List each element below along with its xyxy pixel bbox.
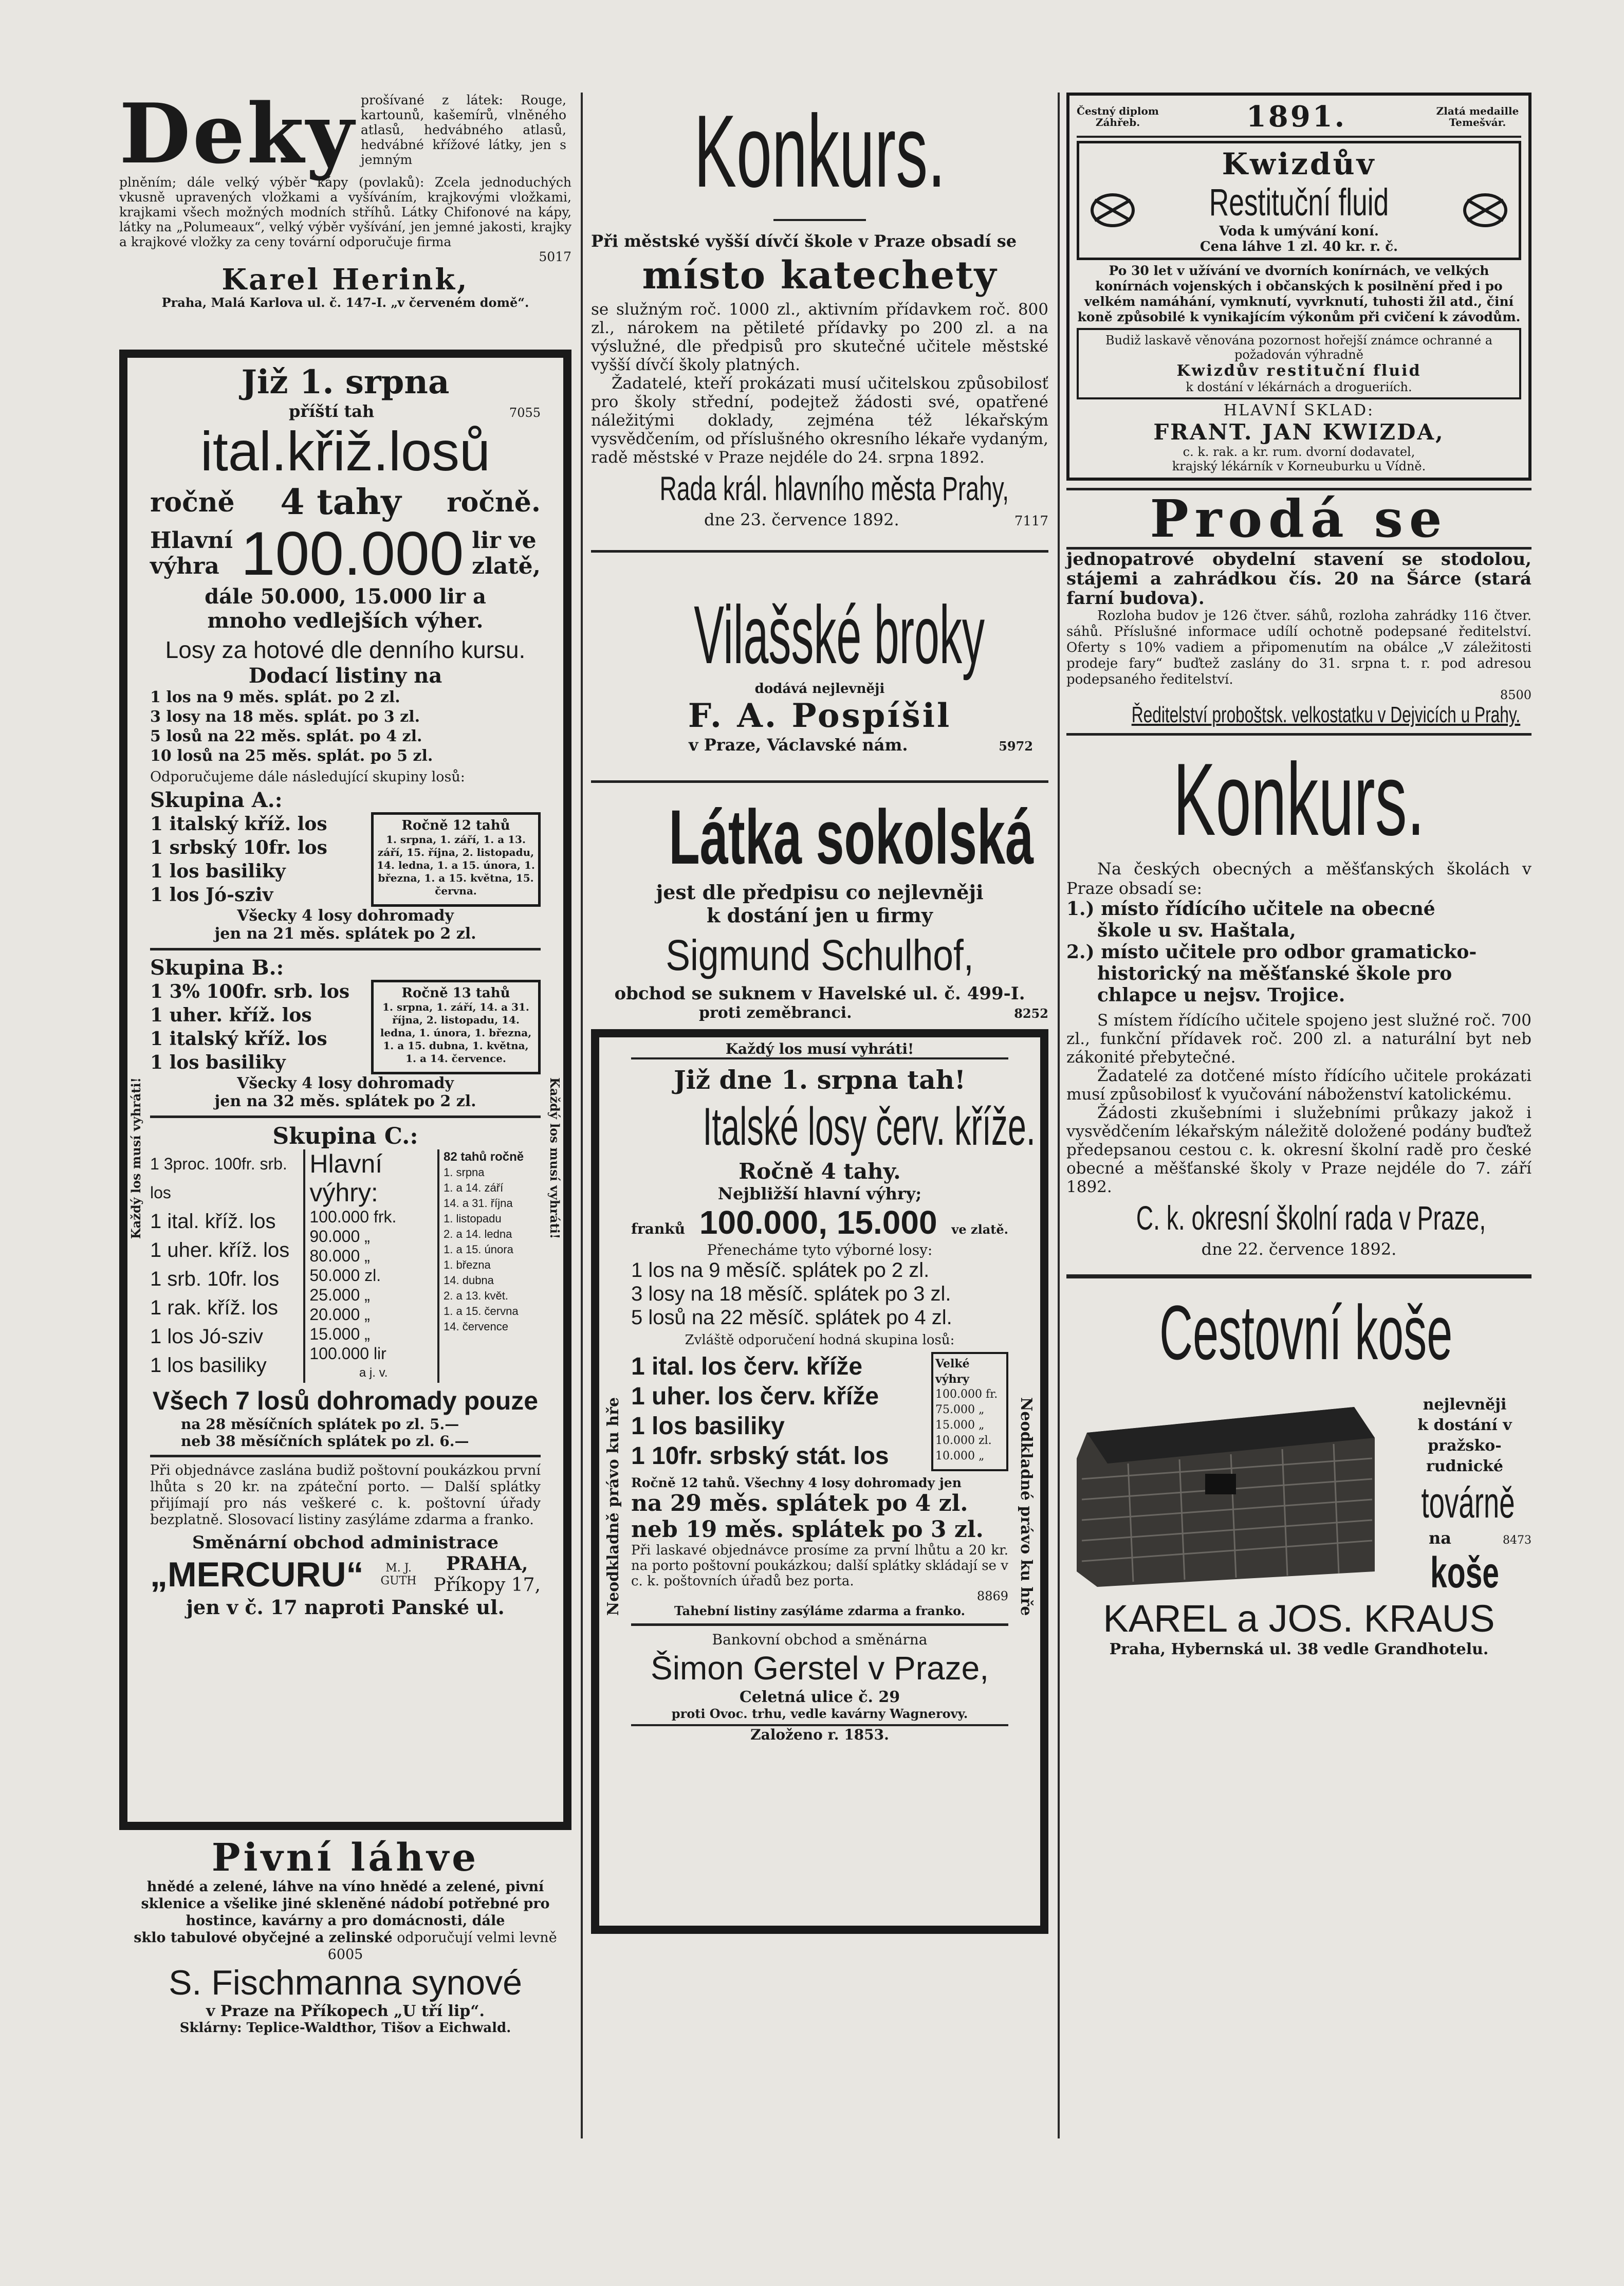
mercur-also-a: dále 50.000, 15.000 lir a [205,584,486,609]
pospisil-ad [591,558,1048,775]
kwizda-warn-a: Budiž laskavě věnována pozornost hořejší známce ochranné a požadován výhradně [1105,333,1493,362]
mercur-number: 7055 [509,406,541,420]
group-a-item-1: 1 italský kříž. los [150,813,327,835]
fischmann-body-c: odporučují velmi levně [397,1930,557,1946]
group-b-item-2: 1 uher. kříž. los [150,1004,312,1026]
kwizda-medal-right: Zlatá medaille Temešvár. [1436,105,1519,129]
gerstel-draws: Ročně 12 tahů. Všechny 4 losy dohromady jen [631,1475,962,1490]
group-a-box-title: Ročně 12 tahů [401,818,510,833]
gerstel-bank: Bankovní obchod a směnárna [712,1631,928,1648]
kraus-right-4: rudnické [1426,1457,1503,1475]
konkurs-school-body2: Žadatelé, kteří prokázati musí učitelskou způsobilosť pro školy střední, podejtež žádosti své, opatřené náležitými doklady, zejména též lékařským vysvědčením, od příslušného okresního lékaře vydaným, radě městské v Praze nejdéle do 24. srpna 1892. [591,374,1048,467]
group-c-draw-2: 1. a 14. září [444,1181,504,1194]
mercur-prize-b: výhra [150,553,219,579]
gerstel-offer-3: 5 losů na 22 měsíč. splátek po 4 zl. [631,1306,952,1329]
gerstel-lists: Tahební listiny zasýláme zdarma a franko. [674,1603,965,1618]
gerstel-side-left: Neodkladně právo ku hře [604,1397,622,1616]
kwizda-price: Cena láhve 1 zl. 40 kr. r. č. [1199,239,1398,254]
konkurs-teachers-item2-c: chlapce u nejsv. Trojice. [1097,984,1345,1006]
deky-intro: prošívané z látek: Rouge, kartounů, kašemírů, vlněného atlasů, hedvábného atlasů, hedvábné křížové látky, jen s jemným [361,93,566,167]
gerstel-head: Již dne 1. srpna tah! [674,1065,966,1095]
kraus-address: Praha, Hybernská ul. 38 vedle Grandhotelu. [1109,1640,1489,1658]
kwizda-owner: FRANT. JAN KWIZDA, [1153,419,1445,445]
gerstel-prize-box-4: 10.000 zl. [935,1434,992,1447]
gerstel-prize-box-3: 15.000 „ [935,1419,985,1432]
konkurs-school-signer: Rada král. hlavního města Prahy, [659,469,1009,507]
deky-number: 5017 [539,249,571,264]
group-b-all-a: Všecky 4 losy dohromady [237,1074,454,1092]
schulhof-address-b: proti zeměbranci. [699,1004,852,1022]
group-a-all-b: jen na 21 měs. splátek po 2 zl. [214,925,476,943]
group-c-prize-8: 100.000 lir [309,1344,386,1363]
konkurs-teachers-body3: Žádosti zkušebními i služebními průkazy jakož i vysvědčením lékařským náležitě doložené podány buďtež předepsanou cestou c. k. okresní školní radě pro české obecné a měšťanské školy v Praze nejdéle do 7. září 1892. [1066,1104,1531,1196]
gerstel-prize-box-5: 10.000 „ [935,1450,985,1462]
group-c-draw-7: 1. března [444,1258,491,1271]
mercur-side-right: Každý los musí vyhráti! [547,1077,562,1239]
mercur-recommend: Odporučujeme dále následující skupiny losů: [150,769,465,785]
group-c-prize-7: 15.000 „ [309,1325,370,1343]
column-divider-left [581,93,583,2138]
kwizda-product: Restituční fluid [1209,181,1389,224]
kraus-kose: koše [1430,1548,1500,1597]
gerstel-prize-a: franků [631,1220,686,1237]
group-c-draw-1: 1. srpna [444,1166,485,1179]
konkurs-school-intro: Při městské vyšší dívčí škole v Praze obsadí se [591,231,1017,251]
group-c-draw-11: 14. července [444,1320,508,1333]
left-column [119,85,571,2036]
fischmann-address: v Praze na Příkopech „U tří lip“. [206,2002,485,2020]
mercur-offer-2: 3 losy na 18 měs. splát. po 3 zl. [150,708,420,726]
pospisil-sub: dodává nejlevněji [754,681,885,697]
group-c-prize-4: 50.000 zl. [309,1266,381,1285]
konkurs-teachers-date: dne 22. července 1892. [1201,1239,1397,1259]
sarka-number: 8500 [1500,688,1531,702]
pospisil-number: 5972 [999,739,1033,754]
kwizda-warn-b: Kwizdův restituční fluid [1176,362,1422,380]
mercur-offer-4: 10 losů na 25 měs. splát. po 5 zl. [150,747,433,765]
fischmann-factories: Sklárny: Teplice-Waldthor, Tišov a Eichwald. [179,2020,511,2036]
gerstel-title: Italské losy červ. kříže. [703,1097,1036,1157]
mercur-also-b: mnoho vedlejších výher. [207,609,484,633]
group-c-draw-5: 2. a 14. ledna [444,1228,512,1240]
mercur-office: Směnární obchod administrace [192,1532,499,1553]
mercur-prize-a: Hlavní [150,527,233,554]
fischmann-body-b: sklo tabulové obyčejné a zelinské [134,1930,393,1946]
fischmann-ad [119,1837,571,2036]
gerstel-prize-box-2: 75.000 „ [935,1403,985,1416]
kraus-na: na [1429,1528,1451,1548]
group-c-prize-foot: a j. v. [359,1366,388,1380]
travel-basket-image [1066,1376,1385,1597]
group-c-draw-6: 1. a 15. února [444,1243,513,1256]
sarka-lead: jednopatrové obydelní stavení se stodolou, stájemi a zahrádkou čís. 20 na Šárce (stará farní budova). [1066,549,1531,609]
group-c-item-7: 1 los basiliky [150,1354,267,1377]
konkurs-teachers-item1-b: škole u sv. Haštala, [1097,920,1296,941]
kwizda-year: 1891. [1246,100,1347,134]
schulhof-number: 8252 [1014,1006,1048,1021]
group-c-draw-10: 1. a 15. června [444,1305,519,1318]
group-c-terms-a: na 28 měsíčních splátek po zl. 5.— [181,1416,459,1433]
gerstel-terms-a: na 29 měs. splátek po 4 zl. [631,1490,968,1516]
middle-column [591,93,1048,1934]
konkurs-teachers-ad [1066,741,1531,1259]
sarka-body: Rozloha budov je 126 čtver. sáhů, rozloha zahrádky 116 čtver. sáhů. Příslušné informace udílí ochotně podepsané ředitelství. Oferty s 10% vadiem a připomenutím na obálce „V záležitosti prodeje fary“ buďtež zaslány do 31. srpna t. r. pod adresou podepsaného ředitelství. [1066,608,1531,687]
kwizda-warn-c: k dostání v lékárnách a drogueriích. [1186,380,1412,394]
konkurs-school-date: dne 23. července 1892. [704,510,899,529]
gerstel-special: Zvláště odporučení hodná skupina losů: [685,1332,955,1348]
kwizda-brand: Kwizdův [1222,147,1376,181]
kraus-right-2: k dostání v [1417,1416,1512,1434]
gerstel-group-4: 1 10fr. srbský stát. los [631,1442,889,1470]
right-column [1066,93,1531,1658]
schulhof-address-a: obchod se suknem v Havelské ul. č. 499-I. [614,983,1025,1004]
gerstel-offer-head: Přenecháme tyto výborné losy: [707,1241,933,1258]
group-c-draw-9: 2. a 13. květ. [444,1289,508,1302]
group-c-item-5: 1 rak. kříž. los [150,1296,278,1319]
kraus-right-1: nejlevněji [1423,1396,1507,1414]
konkurs-school-post: místo katechety [642,253,998,298]
deky-body: plněním; dále velký výběr kápy (povlaků): Zcela jednoduchých vkusně upravených vložkami a vyšíváním, krajkovými vložkami, krajkami všech možných modních stříhů. Látky Chifonové na kápy, látky na „Polumeaux“, velký výběr vyšívání, jen jemné jakosti, krajky a krajkové vložky za ceny tovární odporučuje firma [119,175,571,249]
mercur-draw: příští tah [289,401,375,421]
mercur-prize-d: zlatě, [472,553,541,579]
kwizda-ad [1066,93,1531,481]
mercur-yearly-a: ročně [150,486,235,518]
schulhof-ad [591,788,1048,1022]
mercur-yearly-b: 4 tahy [280,482,401,523]
fischmann-heading: Pivní láhve [211,1836,479,1880]
kraus-right-3: pražsko- [1428,1437,1502,1455]
gerstel-founded: Založeno r. 1853. [631,1724,1008,1743]
schulhof-firm: Sigmund Schulhof, [666,931,974,979]
group-a-box-text: 1. srpna, 1. září, 1. a 13. září, 15. října, 2. listopadu, 14. ledna, 1. a 15. února, 1. března, 1. a 15. května, 15. června. [377,833,535,897]
schulhof-sub-a: jest dle předpisu co nejlevněji [656,881,984,904]
group-c-item-6: 1 los Jó-sziv [150,1325,264,1348]
group-a-item-4: 1 los Jó-sziv [150,884,273,906]
gerstel-yearly: Ročně 4 tahy. [739,1159,901,1184]
deky-ad [119,85,571,350]
pospisil-address: v Praze, Václavské nám. [689,735,908,755]
mercur-head: Již 1. srpna [241,363,450,401]
group-b-item-4: 1 los basiliky [150,1052,286,1073]
kwizda-title-a: c. k. rak. a kr. rum. dvorní dodavatel, [1183,445,1415,459]
gerstel-side-right: Neodkladné právo ku hře [1017,1397,1035,1616]
group-a-item-3: 1 los basiliky [150,861,286,882]
gerstel-ad [591,1029,1048,1934]
fischmann-number: 6005 [327,1947,363,1963]
group-c-draws-head: 82 tahů ročně [444,1150,524,1164]
group-c-draw-8: 14. dubna [444,1274,494,1287]
gerstel-nearest: Nejbližší hlavní výhry; [717,1184,922,1203]
gerstel-group-3: 1 los basiliky [631,1413,785,1440]
mercur-street: Příkopy 17, [433,1575,541,1596]
group-a-item-2: 1 srbský 10fr. los [150,837,327,858]
schulhof-sub-b: k dostání jen u firmy [707,904,933,927]
group-b-name: Skupina B.: [150,956,284,980]
group-a-all-a: Všecky 4 losy dohromady [237,907,454,925]
mercur-cash: Losy za hotové dle denního kursu. [165,636,526,663]
konkurs-teachers-body: S místem řídícího učitele spojeno jest služné roč. 700 zl., funkční přídavek roč. 200 zl. a naturální byt neb zákonité přebytečné. [1066,1011,1531,1067]
konkurs-school-body: se služným roč. 1000 zl., aktivním přídavkem roč. 800 zl., nárokem na pětileté přídavky po 200 zl. a na výslužné, dle předpisů pro skutečné učitele městské vyšší dívčí školy platných. [591,300,1048,374]
konkurs-school-number: 7117 [1014,514,1048,529]
gerstel-near: proti Ovoc. trhu, vedle kavárny Wagnerovy. [671,1706,968,1721]
konkurs-teachers-intro: Na českých obecných a měšťanských školách v Praze obsadí se: [1066,859,1531,898]
mercur-yearly-c: ročně. [447,486,541,518]
group-b-all-b: jen na 32 měs. splátek po 2 zl. [214,1092,476,1110]
gerstel-offer-1: 1 los na 9 měsíč. splátek po 2 zl. [631,1259,930,1282]
column-divider-right [1058,93,1060,2138]
konkurs-teachers-heading: Konkurs. [1173,742,1425,857]
group-c-item-3: 1 uher. kříž. los [150,1239,290,1261]
konkurs-teachers-item1-a: 1.) místo řídícího učitele na obecné [1066,898,1435,920]
group-b-box-title: Ročně 13 tahů [401,985,510,1001]
group-c-prize-2: 90.000 „ [309,1227,370,1246]
sarka-ad [1066,488,1531,728]
mercur-city: PRAHA, [446,1553,528,1575]
kraus-heading: Cestovní koše [1159,1289,1453,1376]
sarka-signer: Ředitelství proboštsk. velkostatku v Dejvicích u Prahy. [1131,702,1521,727]
group-c-item-2: 1 ital. kříž. los [150,1210,276,1233]
group-a-name: Skupina A.: [150,788,283,812]
gerstel-top: Každý los musí vyhráti! [631,1040,1008,1059]
mercur-title: ital.křiž.losů [200,420,491,482]
gerstel-prize-amounts: 100.000, 15.000 [699,1204,937,1241]
konkurs-teachers-item2-b: historický na měšťanské škole pro [1097,963,1452,984]
kraus-number: 8473 [1503,1534,1531,1547]
mercur-group-a [150,788,541,943]
gerstel-group-2: 1 uher. los červ. kříže [631,1383,879,1410]
kraus-firm: KAREL a JOS. KRAUS [1103,1597,1495,1640]
group-c-all: Všech 7 losů dohromady pouze [152,1386,539,1415]
fischmann-firm: S. Fischmanna synové [169,1963,522,2002]
mercur-group-c [150,1123,541,1450]
group-c-prize-1: 100.000 frk. [309,1208,397,1226]
group-b-box-text: 1. srpna, 1. září, 14. a 31. října, 2. listopadu, 14. ledna, 1. února, 1. března, 1. a 15. dubna, 1. května, 1. a 14. července. [380,1001,532,1065]
mercur-ad [119,350,571,1830]
group-c-draw-4: 1. listopadu [444,1212,502,1225]
group-c-terms-b: neb 38 měsíčních splátek po zl. 6.— [181,1433,469,1450]
group-c-prize-3: 80.000 „ [309,1247,370,1265]
mercur-owner: M. J. GUTH [380,1561,417,1587]
pospisil-firm: F. A. Pospíšil [688,697,952,735]
konkurs-school-heading: Konkurs. [694,94,946,209]
pospisil-heading: Vilašské broky [694,589,985,681]
group-c-draw-3: 14. a 31. října [444,1197,513,1210]
mercur-prize-c: lir ve [472,527,537,554]
group-c-item-1: 1 3proc. 100fr. srb. los [150,1155,287,1202]
gerstel-street: Celetná ulice č. 29 [739,1688,900,1706]
konkurs-teachers-signer: C. k. okresní školní rada v Praze, [1136,1199,1486,1237]
kwizda-use: Voda k umývání koní. [1219,224,1379,239]
schulhof-heading: Látka sokolská [669,794,1034,880]
gerstel-offer-2: 3 losy na 18 měsíč. splátek po 3 zl. [631,1283,951,1305]
kwizda-title-b: krajský lékárník v Korneuburku u Vídně. [1172,459,1426,473]
group-c-name: Skupina C.: [272,1123,418,1149]
sarka-heading: Prodá se [1066,488,1531,550]
horse-bandage-right-icon [1457,179,1514,241]
deky-heading: Deky [119,85,356,182]
gerstel-number: 8869 [976,1589,1008,1603]
group-c-prize-head: Hlavní výhry: [309,1149,383,1207]
mercur-shop: jen v č. 17 naproti Panské ul. [186,1596,505,1619]
gerstel-prize-b: ve zlatě. [951,1222,1008,1237]
konkurs-school-ad [591,93,1048,529]
mercur-offer-1: 1 los na 9 měs. splát. po 2 zl. [150,688,400,706]
group-b-item-1: 1 3% 100fr. srb. los [150,981,350,1002]
mercur-group-b [150,956,541,1110]
gerstel-group-1: 1 ital. los červ. kříže [631,1353,863,1380]
mercur-side-left: Každý los musí vyhráti! [128,1077,143,1239]
kraus-ad [1066,1289,1531,1658]
gerstel-order: Při laskavé objednávce prosíme za první lhůtu a 20 kr. na porto poštovní poukázkou; další splátky skládají se v c. k. poštovních úřadů bez porta. [631,1543,1008,1589]
mercur-offer-3: 5 losů na 22 měs. splát. po 4 zl. [150,727,422,745]
horse-bandage-left-icon [1084,179,1141,241]
fischmann-body-a: hnědé a zelené, láhve na víno hnědé a zelené, pivní sklenice a všelike jiné skleněné nádobí potřebné pro hostince, kavárny a pro domácnosti, dále [141,1879,550,1929]
gerstel-prize-box-head: Velké výhry [935,1357,970,1386]
mercur-order: Při objednávce zaslána budiž poštovní poukázkou první lhůta s 20 kr. na zpáteční porto. — Další splátky přijímají pro nás veškeré c. k. poštovní úřady bezplatně. Slosovací listiny zasýláme zdarma a franko. [150,1462,541,1528]
mercur-name: „MERCURU“ [150,1555,364,1594]
kwizda-depot: HLAVNÍ SKLAD: [1223,401,1375,419]
mercur-prize-amount: 100.000 [241,519,464,588]
group-c-prize-5: 25.000 „ [309,1286,370,1304]
deky-address: Praha, Malá Karlova ul. č. 147-I. „v červeném domě“. [161,295,529,310]
gerstel-prize-box-1: 100.000 fr. [935,1388,998,1401]
kraus-factory: továrně [1421,1478,1515,1527]
gerstel-terms-b: neb 19 měs. splátek po 3 zl. [631,1516,984,1543]
gerstel-firm: Šimon Gerstel v Praze, [651,1650,989,1687]
mercur-offers [150,688,541,766]
kwizda-medal-left: Čestný diplom Záhřeb. [1077,105,1159,129]
kwizda-body: Po 30 let v užívání ve dvorních konírnách, ve velkých konírnách vojenských i občanských k posilnění před i po velkém namáhání, vymknutí, vyvrknutí, tuhosti žil atd., činí koně způsobilé k vynikajícím výkonům při cvičení k závodům. [1077,263,1521,324]
group-c-item-4: 1 srb. 10fr. los [150,1268,280,1290]
group-c-prize-6: 20.000 „ [309,1305,370,1324]
konkurs-teachers-body2: Žadatelé za dotčené místo řídícího učitele prokázati musí způsobilosť k vyučování náboženství katolickému. [1066,1067,1531,1104]
deky-firm: Karel Herink, [222,263,469,297]
group-b-item-3: 1 italský kříž. los [150,1028,327,1050]
mercur-lists: Dodací listiny na [248,664,442,688]
konkurs-teachers-item2-a: 2.) místo učitele pro odbor gramaticko- [1066,941,1477,963]
